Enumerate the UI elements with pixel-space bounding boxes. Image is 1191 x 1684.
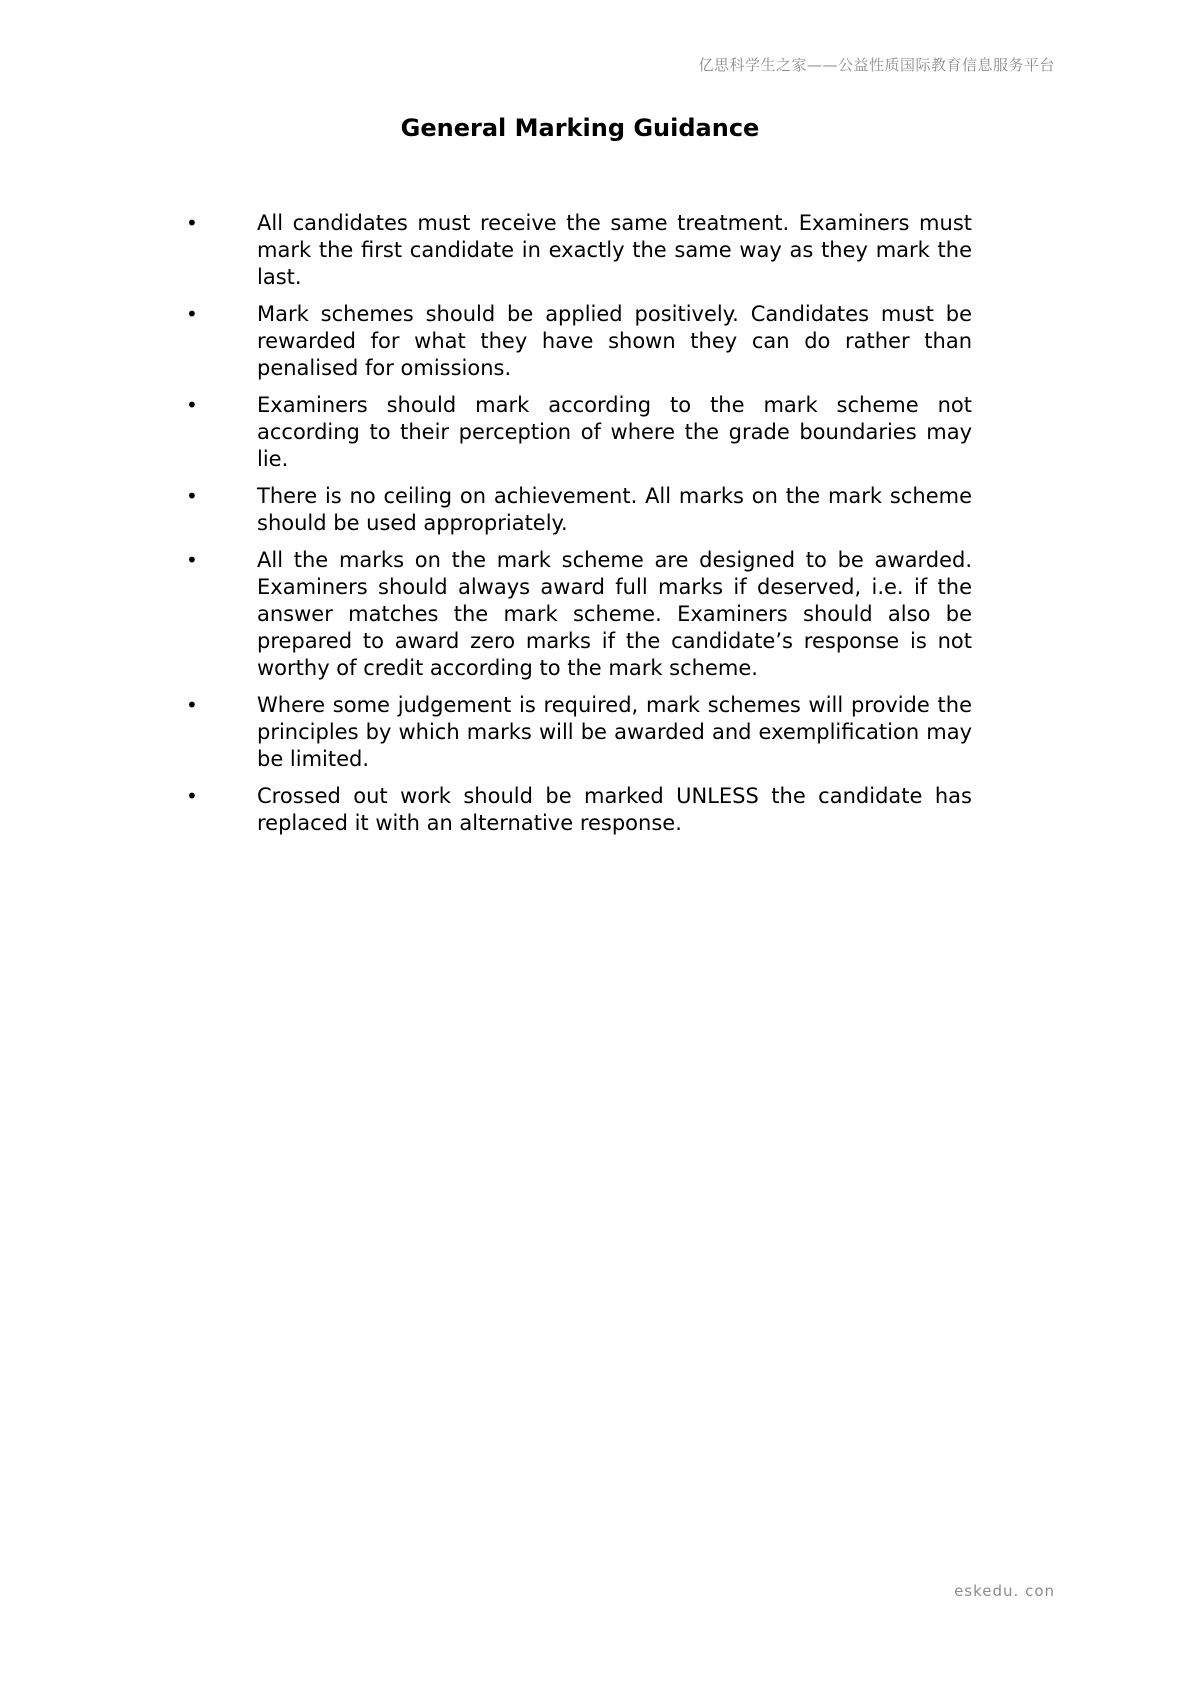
list-item-text: Crossed out work should be marked UNLESS the candidate has replaced it with an alternative response.: [257, 784, 972, 835]
bullet-icon: •: [186, 784, 198, 808]
list-item: [182, 392, 972, 473]
list-item: [182, 783, 972, 837]
list-item: [182, 301, 972, 382]
list-item-text: All the marks on the mark scheme are designed to be awarded. Examiners should always award full marks if deserved, i.e. if the answer matches the mark scheme. Examiners should also be prepared to award zero marks if the candidate’s response is not worthy of credit according to the mark scheme.: [257, 548, 972, 680]
guidance-list: [182, 210, 972, 847]
list-item-text: All candidates must receive the same treatment. Examiners must mark the first candidate in exactly the same way as they mark the last.: [257, 211, 972, 289]
bullet-icon: •: [186, 548, 198, 572]
list-item: [182, 483, 972, 537]
list-item-text: Where some judgement is required, mark schemes will provide the principles by which marks will be awarded and exemplification may be limited.: [257, 693, 972, 771]
bullet-icon: •: [186, 393, 198, 417]
header-watermark: 亿思科学生之家——公益性质国际教育信息服务平台: [698, 56, 1055, 74]
page-title: General Marking Guidance: [400, 114, 760, 142]
list-item: [182, 692, 972, 773]
footer-site-text: eskedu. con: [954, 1582, 1055, 1600]
list-item-text: There is no ceiling on achievement. All marks on the mark scheme should be used appropriately.: [257, 484, 972, 535]
bullet-icon: •: [186, 693, 198, 717]
bullet-icon: •: [186, 211, 198, 235]
bullet-icon: •: [186, 302, 198, 326]
list-item-text: Mark schemes should be applied positively. Candidates must be rewarded for what they have shown they can do rather than penalised for omissions.: [257, 302, 972, 380]
list-item: [182, 547, 972, 682]
list-item: [182, 210, 972, 291]
bullet-icon: •: [186, 484, 198, 508]
list-item-text: Examiners should mark according to the mark scheme not according to their perception of where the grade boundaries may lie.: [257, 393, 972, 471]
